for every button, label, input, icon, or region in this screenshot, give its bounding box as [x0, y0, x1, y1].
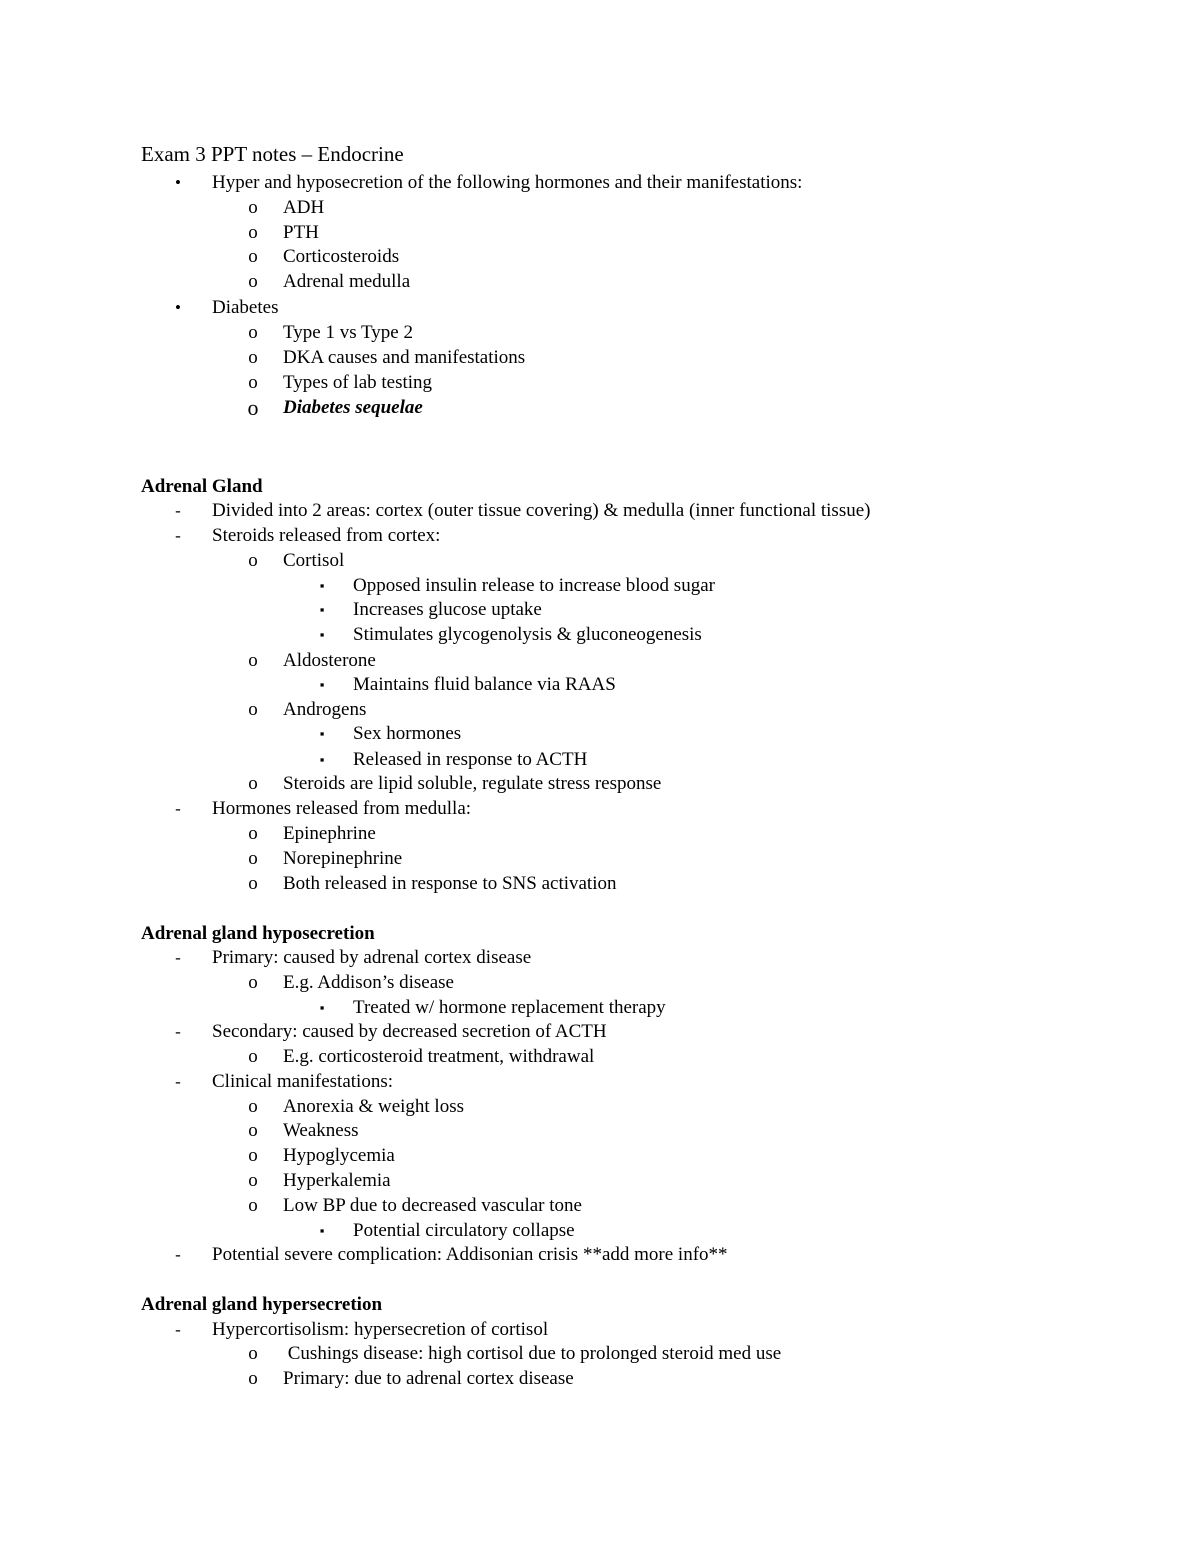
bullet-dash-icon: - — [175, 1320, 181, 1339]
list-item: - Hypercortisolism: hypersecretion of cortisol — [0, 1317, 1200, 1342]
list-item: - Secondary: caused by decreased secretion of ACTH — [0, 1019, 1200, 1044]
bullet-square-icon: ▪ — [319, 1000, 325, 1015]
list-item: o Androgens — [0, 697, 1200, 722]
list-item: ▪ Opposed insulin release to increase blood sugar — [0, 573, 1200, 598]
bullet-dash-icon: - — [175, 1245, 181, 1264]
bullet-circle-icon: o — [248, 823, 258, 844]
list-item: o Low BP due to decreased vascular tone — [0, 1193, 1200, 1218]
bullet-square-icon: ▪ — [319, 726, 325, 741]
bullet-circle-icon: o — [248, 246, 258, 267]
list-item: o Adrenal medulla — [0, 269, 1200, 294]
bullet-circle-icon: o — [248, 699, 258, 720]
bullet-square-icon: ▪ — [319, 627, 325, 642]
list-item: o DKA causes and manifestations — [0, 345, 1200, 370]
list-item: o Hyperkalemia — [0, 1168, 1200, 1193]
bullet-square-icon: ▪ — [319, 1223, 325, 1238]
bullet-circle-icon: o — [248, 197, 258, 218]
bullet-circle-icon: o — [248, 550, 258, 571]
list-item: o Cortisol — [0, 548, 1200, 573]
list-item: o E.g. corticosteroid treatment, withdrawal — [0, 1044, 1200, 1069]
bullet-circle-icon: o — [248, 873, 258, 894]
list-item: o Primary: due to adrenal cortex disease — [0, 1366, 1200, 1391]
list-item: o Steroids are lipid soluble, regulate stress response — [0, 771, 1200, 796]
section-heading: Adrenal gland hypersecretion — [141, 1294, 383, 1315]
bullet-circle-icon: o — [248, 222, 258, 243]
bullet-square-icon: ▪ — [319, 752, 325, 767]
list-item: ▪ Maintains fluid balance via RAAS — [0, 672, 1200, 697]
bullet-square-icon: ▪ — [319, 602, 325, 617]
list-item: o ADH — [0, 195, 1200, 220]
list-item: ▪ Stimulates glycogenolysis & gluconeogenesis — [0, 622, 1200, 647]
list-item: o PTH — [0, 220, 1200, 245]
bullet-dot-icon: • — [175, 298, 181, 317]
list-item: o Types of lab testing — [0, 370, 1200, 395]
list-item: • Hyper and hyposecretion of the following hormones and their manifestations: — [0, 170, 1200, 195]
list-item: ▪ Treated w/ hormone replacement therapy — [0, 995, 1200, 1020]
section-heading: Adrenal gland hyposecretion — [141, 923, 375, 944]
list-item: o Epinephrine — [0, 821, 1200, 846]
bullet-square-icon: ▪ — [319, 578, 325, 593]
list-item: - Hormones released from medulla: — [0, 796, 1200, 821]
list-item: ▪ Potential circulatory collapse — [0, 1218, 1200, 1243]
bullet-dash-icon: - — [175, 948, 181, 967]
list-item: o Diabetes sequelae — [0, 395, 1200, 420]
bullet-dash-icon: - — [175, 799, 181, 818]
list-item: o Aldosterone — [0, 648, 1200, 673]
bullet-circle-icon: o — [248, 650, 258, 671]
bullet-circle-icon: o — [248, 848, 258, 869]
list-item: ▪ Sex hormones — [0, 721, 1200, 746]
list-item: o Corticosteroids — [0, 244, 1200, 269]
bullet-circle-icon: o — [248, 1120, 258, 1141]
list-item: o Weakness — [0, 1118, 1200, 1143]
bullet-circle-icon: o — [248, 1046, 258, 1067]
bullet-dash-icon: - — [175, 501, 181, 520]
bullet-circle-icon: o — [248, 271, 258, 292]
bullet-square-icon: ▪ — [319, 677, 325, 692]
bullet-circle-icon: o — [248, 1195, 258, 1216]
bullet-circle-icon: o — [248, 972, 258, 993]
bullet-circle-icon: o — [248, 1096, 258, 1117]
list-item: o Hypoglycemia — [0, 1143, 1200, 1168]
bullet-dot-icon: • — [175, 173, 181, 192]
list-item: - Steroids released from cortex: — [0, 523, 1200, 548]
list-item: o Norepinephrine — [0, 846, 1200, 871]
bullet-dash-icon: - — [175, 1072, 181, 1091]
bullet-circle-icon: o — [248, 773, 258, 794]
list-item: ▪ Released in response to ACTH — [0, 747, 1200, 772]
bullet-dash-icon: - — [175, 1022, 181, 1041]
list-item: - Primary: caused by adrenal cortex disease — [0, 945, 1200, 970]
bullet-circle-icon: o — [248, 1368, 258, 1389]
bullet-circle-icon: o — [248, 1170, 258, 1191]
list-item: o E.g. Addison’s disease — [0, 970, 1200, 995]
bullet-circle-icon: o — [248, 372, 258, 393]
bullet-circle-icon: o — [248, 322, 258, 343]
list-item: o Type 1 vs Type 2 — [0, 320, 1200, 345]
section-heading: Adrenal Gland — [141, 476, 263, 497]
list-item: - Potential severe complication: Addisonian crisis **add more info** — [0, 1242, 1200, 1267]
list-item: o Anorexia & weight loss — [0, 1094, 1200, 1119]
list-item: o Cushings disease: high cortisol due to prolonged steroid med use — [0, 1341, 1200, 1366]
bullet-circle-icon: o — [248, 1343, 258, 1364]
bullet-circle-icon: o — [247, 395, 259, 420]
list-item: - Clinical manifestations: — [0, 1069, 1200, 1094]
list-item: o Both released in response to SNS activation — [0, 871, 1200, 896]
bullet-circle-icon: o — [248, 347, 258, 368]
bullet-dash-icon: - — [175, 526, 181, 545]
bullet-circle-icon: o — [248, 1145, 258, 1166]
list-item: - Divided into 2 areas: cortex (outer tissue covering) & medulla (inner functional tissue) — [0, 498, 1200, 523]
list-item: • Diabetes — [0, 295, 1200, 320]
document-title: Exam 3 PPT notes – Endocrine — [141, 142, 404, 166]
list-item: ▪ Increases glucose uptake — [0, 597, 1200, 622]
